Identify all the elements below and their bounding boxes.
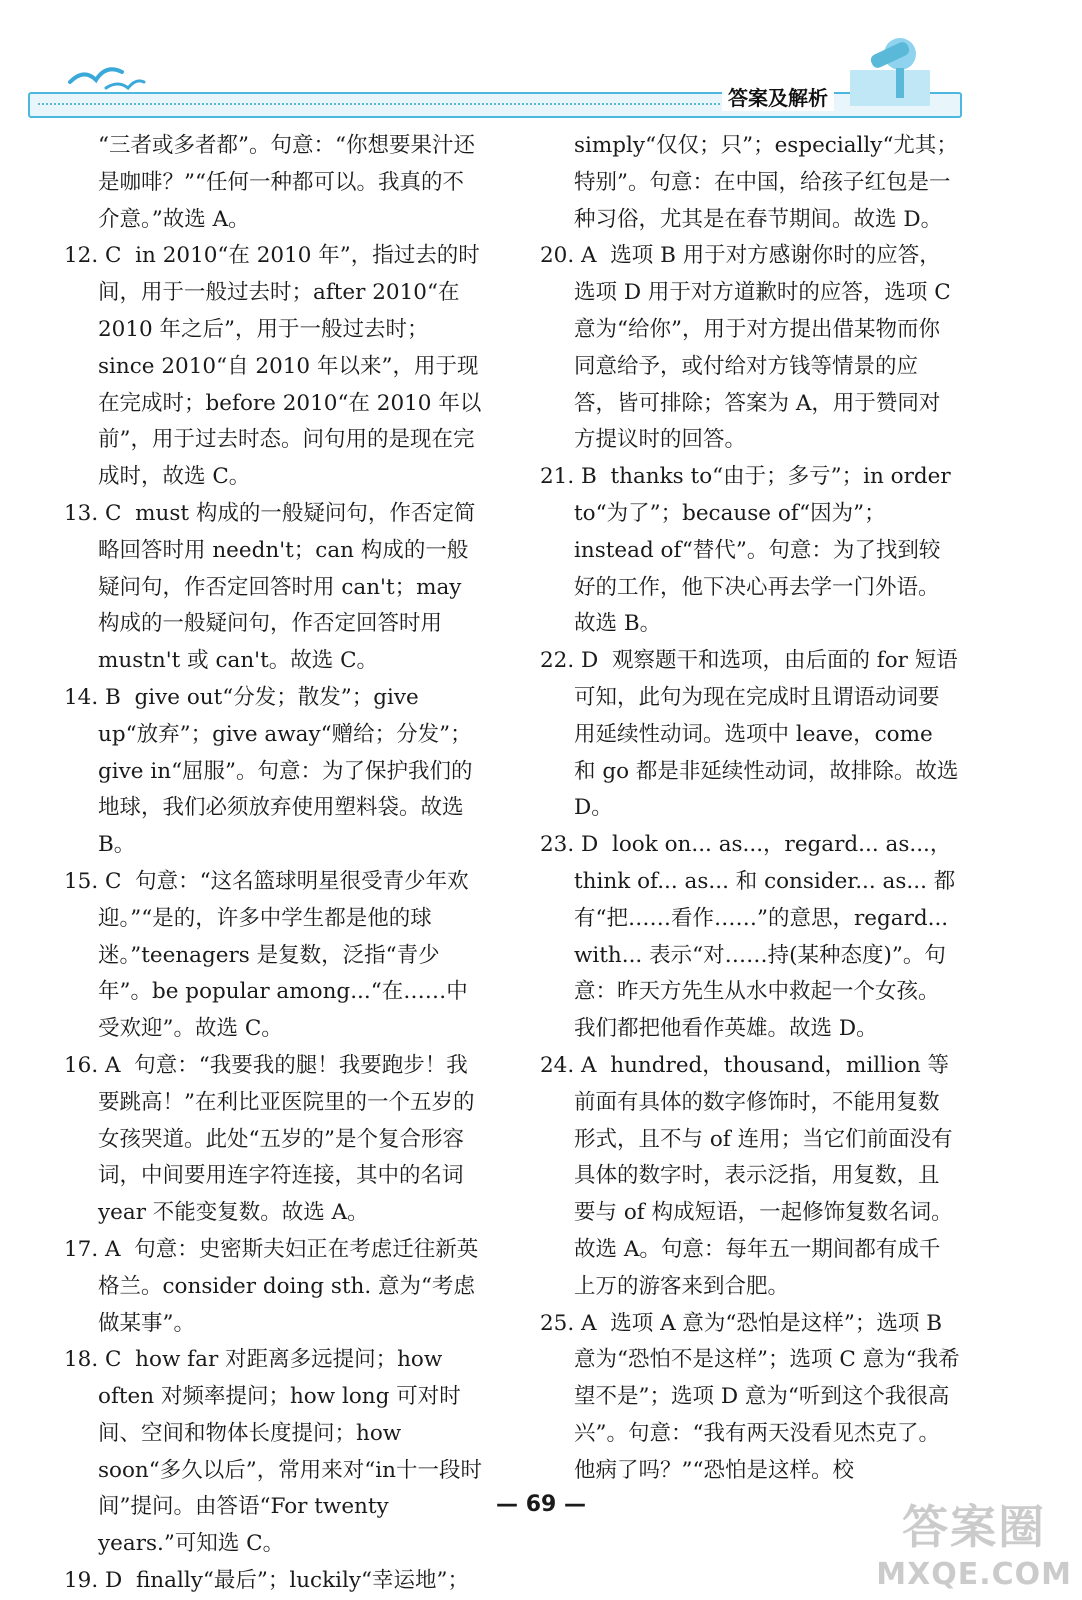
answer-item: [540, 1306, 960, 1490]
answer-number: 14. B: [64, 684, 121, 710]
watermark-logo: [876, 1491, 1072, 1592]
answer-explanation: in 2010“在 2010 年”，指过去的时间，用于一般过去时；after 2010“在 2010 年之后”，用于一般过去时；since 2010“自 2010 年以来”，用于现在完成时；before 2010“在 2010 年以前”，用于过去时态。问句用的是现在完成时，故选 C。: [98, 243, 482, 490]
answer-item: [64, 496, 484, 680]
page-header: [0, 0, 1082, 130]
watermark-text: 答案圈: [902, 1500, 1047, 1554]
answer-item: [540, 459, 960, 643]
answer-explanation: 句意：“我要我的腿！我要跑步！我要跳高！”在利比亚医院里的一个五岁的女孩哭道。此处“五岁的”是个复合形容词，中间要用连字符连接，其中的名词 year 不能变复数。故选 A。: [98, 1052, 475, 1226]
answer-explanation: 选项 A 意为“恐怕是这样”；选项 B 意为“恐怕不是这样”；选项 C 意为“我希望不是”；选项 D 意为“听到这个我很高兴”。句意：“我有两天没看见杰克了。他病了吗？”“恐怕是这样。校: [574, 1310, 960, 1483]
watermark-url: MXQE.COM: [876, 1557, 1072, 1592]
answer-number: 20. A: [540, 243, 597, 269]
answer-item: [64, 1048, 484, 1232]
answer-item: [64, 680, 484, 864]
answer-explanation: 句意：“这名篮球明星很受青少年欢迎。”“是的，许多中学生都是他的球迷。”teenagers 是复数，泛指“青少年”。be popular among...“在……中受欢迎”。故选 C。: [98, 868, 469, 1042]
telescope-icon: [830, 30, 950, 110]
answer-item: [64, 1563, 484, 1600]
answer-number: 13. C: [64, 500, 122, 526]
answer-explanation: how far 对距离多远提问；how often 对频率提问；how long 可对时间、空间和物体长度提问；how soon“多久以后”，常用来对“in十一段时间”提问。由答语“For twenty years.”可知选 C。: [98, 1347, 482, 1557]
dotted-rule: [38, 103, 820, 105]
answer-explanation: 选项 B 用于对方感谢你时的应答，选项 D 用于对方道歉时的应答，选项 C 意为“给你”，用于对方提出借某物而你同意给予，或付给对方钱等情景的应答，皆可排除；答案为 A，用于赞同对方提议时的回答。: [574, 243, 958, 453]
answer-item: [540, 827, 960, 1048]
left-column: [64, 128, 484, 1600]
answer-number: 16. A: [64, 1052, 121, 1078]
answer-number: 22. D: [540, 648, 599, 674]
answer-explanation: finally“最后”；luckily“幸运地”；: [135, 1568, 469, 1594]
answer-item: [540, 1048, 960, 1306]
answer-explanation: hundred，thousand，million 等前面有具体的数字修饰时，不能用复数形式，且不与 of 连用；当它们前面没有具体的数字时，表示泛指，用复数，且要与 of 构成短语，一起修饰复数名词。故选 A。句意：每年五一期间都有成千上万的游客来到合肥。: [574, 1052, 953, 1299]
answer-number: 18. C: [64, 1347, 122, 1373]
right-column: [540, 128, 966, 1489]
page-number: — 69 —: [496, 1492, 586, 1517]
answer-item: [64, 238, 484, 496]
answer-item: [64, 1342, 484, 1563]
answer-number: 23. D: [540, 832, 599, 858]
answer-item: [64, 1232, 484, 1342]
answer-number: 21. B: [540, 464, 597, 490]
answer-number: 24. A: [540, 1052, 597, 1078]
answer-explanation: 观察题干和选项，由后面的 for 短语可知，此句为现在完成时且谓语动词要用延续性动词。选项中 leave，come 和 go 都是非延续性动词，故排除。故选 D。: [574, 648, 966, 821]
answer-explanation: look on... as...，regard... as...，think of... as... 和 consider... as... 都有“把……看作……”的意思，regard... with... 表示“对……持(某种态度)”。句意：昨天方先生从水中救起一个女孩。我们都把他看作英雄。故选 D。: [574, 832, 956, 1042]
answer-number: 17. A: [64, 1236, 121, 1262]
answer-item: [540, 643, 966, 827]
answer-number: 12. C: [64, 243, 122, 269]
answer-explanation: thanks to“由于；多亏”；in order to“为了”；because of“因为”；instead of“替代”。句意：为了找到较好的工作，他下决心再去学一门外语。故选 B。: [574, 464, 958, 637]
answer-explanation: must 构成的一般疑问句，作否定简略回答时用 needn't；can 构成的一般疑问句，作否定回答时用 can't；may 构成的一般疑问句，作否定回答时用 mustn't 或 can't。故选 C。: [98, 500, 476, 674]
section-title: 答案及解析: [722, 82, 834, 111]
answer-number: 19. D: [64, 1568, 123, 1594]
continued-text: “三者或多者都”。句意：“你想要果汁还是咖啡？”“任何一种都可以。我真的不介意。”故选 A。: [98, 133, 475, 232]
answer-item: [64, 864, 484, 1048]
continued-text: simply“仅仅；只”；especially“尤其；特别”。句意：在中国，给孩子红包是一种习俗，尤其是在春节期间。故选 D。: [574, 133, 958, 232]
answer-item: [540, 238, 960, 459]
answer-explanation: give out“分发；散发”；give up“放弃”；give away“赠给；分发”；give in“屈服”。句意：为了保护我们的地球，我们必须放弃使用塑料袋。故选 B。: [98, 684, 473, 858]
answer-number: 25. A: [540, 1310, 597, 1336]
answer-number: 15. C: [64, 868, 122, 894]
answer-explanation: 句意：史密斯夫妇正在考虑迁往新英格兰。consider doing sth. 意为“考虑做某事”。: [98, 1236, 479, 1336]
